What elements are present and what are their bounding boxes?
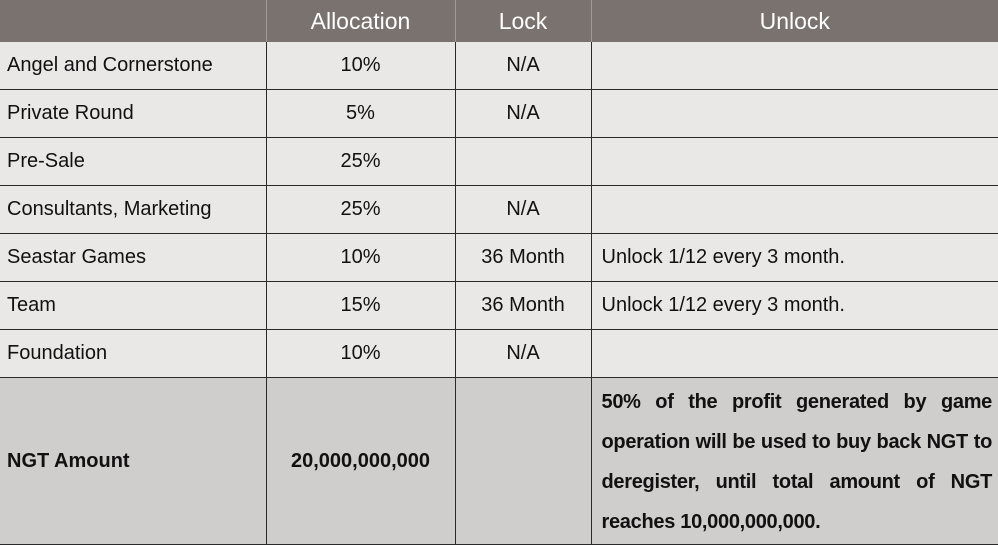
row-allocation: 10% xyxy=(266,42,455,90)
header-name xyxy=(0,0,266,42)
row-lock: N/A xyxy=(455,186,591,234)
row-lock: N/A xyxy=(455,90,591,138)
row-allocation: 25% xyxy=(266,186,455,234)
total-unlock-note: 50% of the profit generated by game operation will be used to buy back NGT to deregister, until total amount of NGT reaches 10,000,000,000. xyxy=(591,378,998,545)
header-row xyxy=(0,0,998,42)
row-allocation: 10% xyxy=(266,234,455,282)
row-unlock xyxy=(591,138,998,186)
row-unlock xyxy=(591,330,998,378)
table-row xyxy=(0,42,998,90)
row-name: Consultants, Marketing xyxy=(0,186,266,234)
row-lock: N/A xyxy=(455,330,591,378)
table-row xyxy=(0,330,998,378)
row-lock: 36 Month xyxy=(455,282,591,330)
row-name: Seastar Games xyxy=(0,234,266,282)
row-name: Pre-Sale xyxy=(0,138,266,186)
row-name: Angel and Cornerstone xyxy=(0,42,266,90)
table-row xyxy=(0,234,998,282)
row-name: Team xyxy=(0,282,266,330)
row-lock: N/A xyxy=(455,42,591,90)
row-lock xyxy=(455,138,591,186)
total-allocation: 20,000,000,000 xyxy=(266,378,455,545)
row-allocation: 15% xyxy=(266,282,455,330)
row-name: Private Round xyxy=(0,90,266,138)
table-row xyxy=(0,90,998,138)
table-row xyxy=(0,186,998,234)
row-allocation: 25% xyxy=(266,138,455,186)
row-unlock xyxy=(591,186,998,234)
row-unlock xyxy=(591,90,998,138)
row-unlock: Unlock 1/12 every 3 month. xyxy=(591,234,998,282)
table-row xyxy=(0,282,998,330)
header-lock: Lock xyxy=(455,0,591,42)
header-unlock: Unlock xyxy=(591,0,998,42)
total-row xyxy=(0,378,998,545)
row-allocation: 5% xyxy=(266,90,455,138)
row-unlock: Unlock 1/12 every 3 month. xyxy=(591,282,998,330)
table-row xyxy=(0,138,998,186)
row-name: Foundation xyxy=(0,330,266,378)
total-name: NGT Amount xyxy=(0,378,266,545)
row-allocation: 10% xyxy=(266,330,455,378)
header-allocation: Allocation xyxy=(266,0,455,42)
row-unlock xyxy=(591,42,998,90)
row-lock: 36 Month xyxy=(455,234,591,282)
total-lock xyxy=(455,378,591,545)
